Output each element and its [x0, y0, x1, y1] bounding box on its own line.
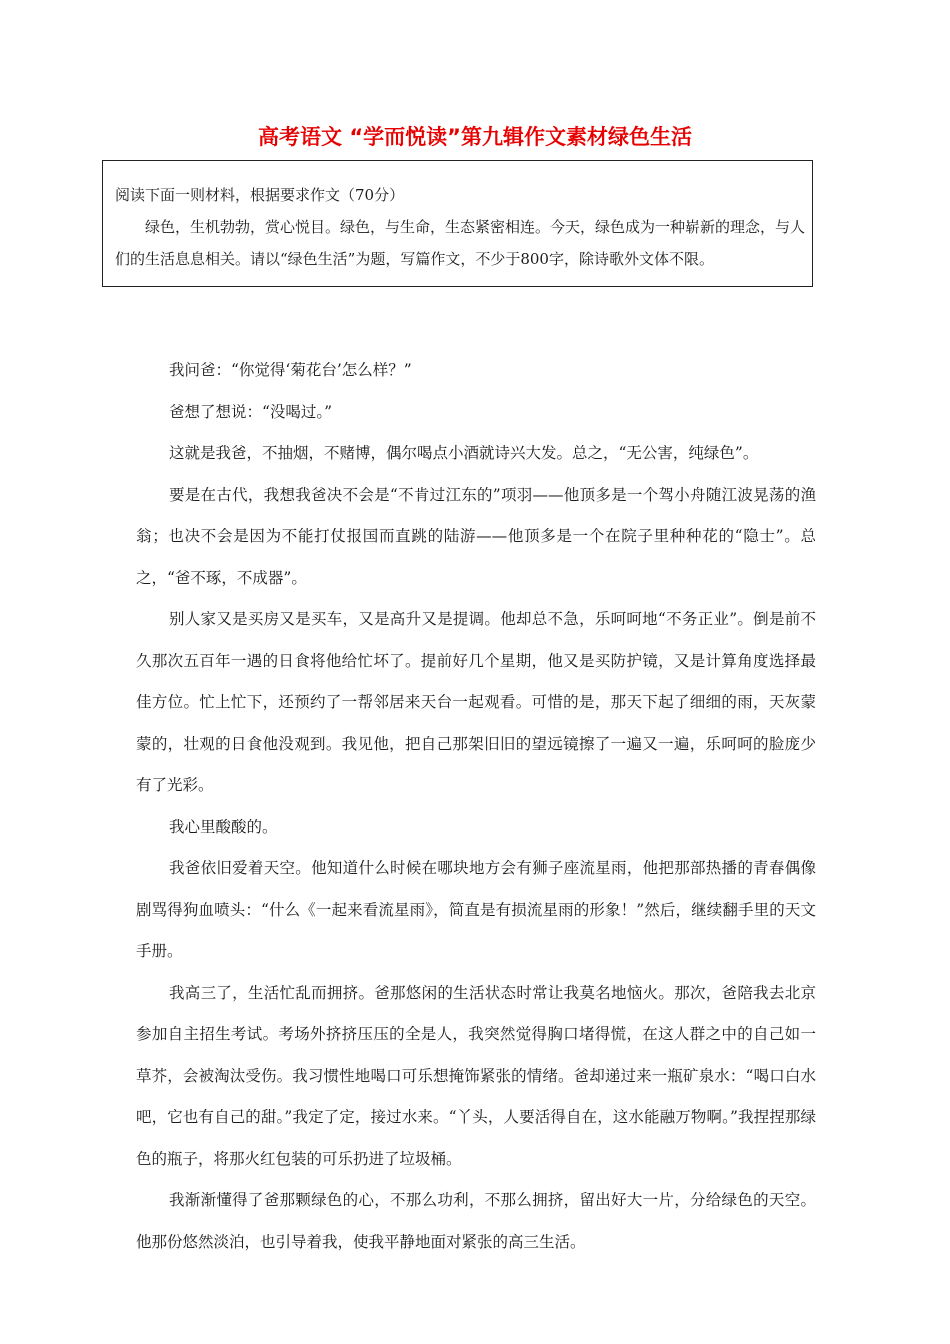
essay-paragraph: 我爸依旧爱着天空。他知道什么时候在哪块地方会有狮子座流星雨，他把那部热播的青春偶像剧骂得狗血喷头：“什么《一起来看流星雨》，简直是有损流星雨的形象！”然后，继续翻手里的天文手册。	[136, 859, 816, 960]
prompt-body: 绿色，生机勃勃，赏心悦目。绿色，与生命，生态紧密相连。今天，绿色成为一种崭新的理念，与人们的生活息息相关。请以“绿色生活”为题，写篇作文，不少于800字，除诗歌外文体不限。	[115, 218, 806, 268]
essay-paragraph: 我问爸：“你觉得‘菊花台’怎么样？”	[169, 361, 412, 379]
essay-paragraph: 别人家又是买房又是买车，又是高升又是提调。他却总不急，乐呵呵地“不务正业”。倒是前不久那次五百年一遇的日食将他给忙坏了。提前好几个星期，他又是买防护镜，又是计算角度选择最佳方位。忙上忙下，还预约了一帮邻居来天台一起观看。可惜的是，那天下起了细细的雨，天灰蒙蒙的，壮观的日食他没观到。我见他，把自己那架旧旧的望远镜擦了一遍又一遍，乐呵呵的脸庞少有了光彩。	[136, 610, 816, 794]
essay-paragraph: 我心里酸酸的。	[169, 817, 278, 836]
essay-paragraph: 爸想了想说：“没喝过。”	[169, 402, 333, 421]
prompt-box	[102, 160, 813, 287]
essay-paragraph: 要是在古代，我想我爸决不会是“不肯过江东的”项羽——他顶多是一个驾小舟随江波晃荡的渔翁；也决不会是因为不能打仗报国而直跳的陆游——他顶多是一个在院子里种种花的“隐士”。总之，“爸不琢，不成器”。	[136, 485, 816, 587]
essay-paragraph: 我渐渐懂得了爸那颗绿色的心，不那么功利，不那么拥挤，留出好大一片，分给绿色的天空。他那份悠然淡泊，也引导着我，使我平静地面对紧张的高三生活。	[136, 1191, 816, 1251]
prompt-heading: 阅读下面一则材料，根据要求作文（70分）	[115, 186, 405, 204]
essay-paragraph: 我高三了，生活忙乱而拥挤。爸那悠闲的生活状态时常让我莫名地恼火。那次，爸陪我去北京参加自主招生考试。考场外挤挤压压的全是人，我突然觉得胸口堵得慌，在这人群之中的自己如一草芥，会被淘汰受伤。我习惯性地喝口可乐想掩饰紧张的情绪。爸却递过来一瓶矿泉水：“喝口白水吧，它也有自己的甜。”我定了定，接过水来。“丫头，人要活得自在，这水能融万物啊。”我捏捏那绿色的瓶子，将那火红包装的可乐扔进了垃圾桶。	[136, 983, 816, 1168]
essay-paragraph: 这就是我爸，不抽烟，不赌博，偶尔喝点小酒就诗兴大发。总之，“无公害，纯绿色”。	[169, 444, 759, 462]
document-title: 高考语文 “学而悦读”第九辑作文素材绿色生活	[258, 125, 692, 149]
essay-body	[136, 350, 816, 1263]
